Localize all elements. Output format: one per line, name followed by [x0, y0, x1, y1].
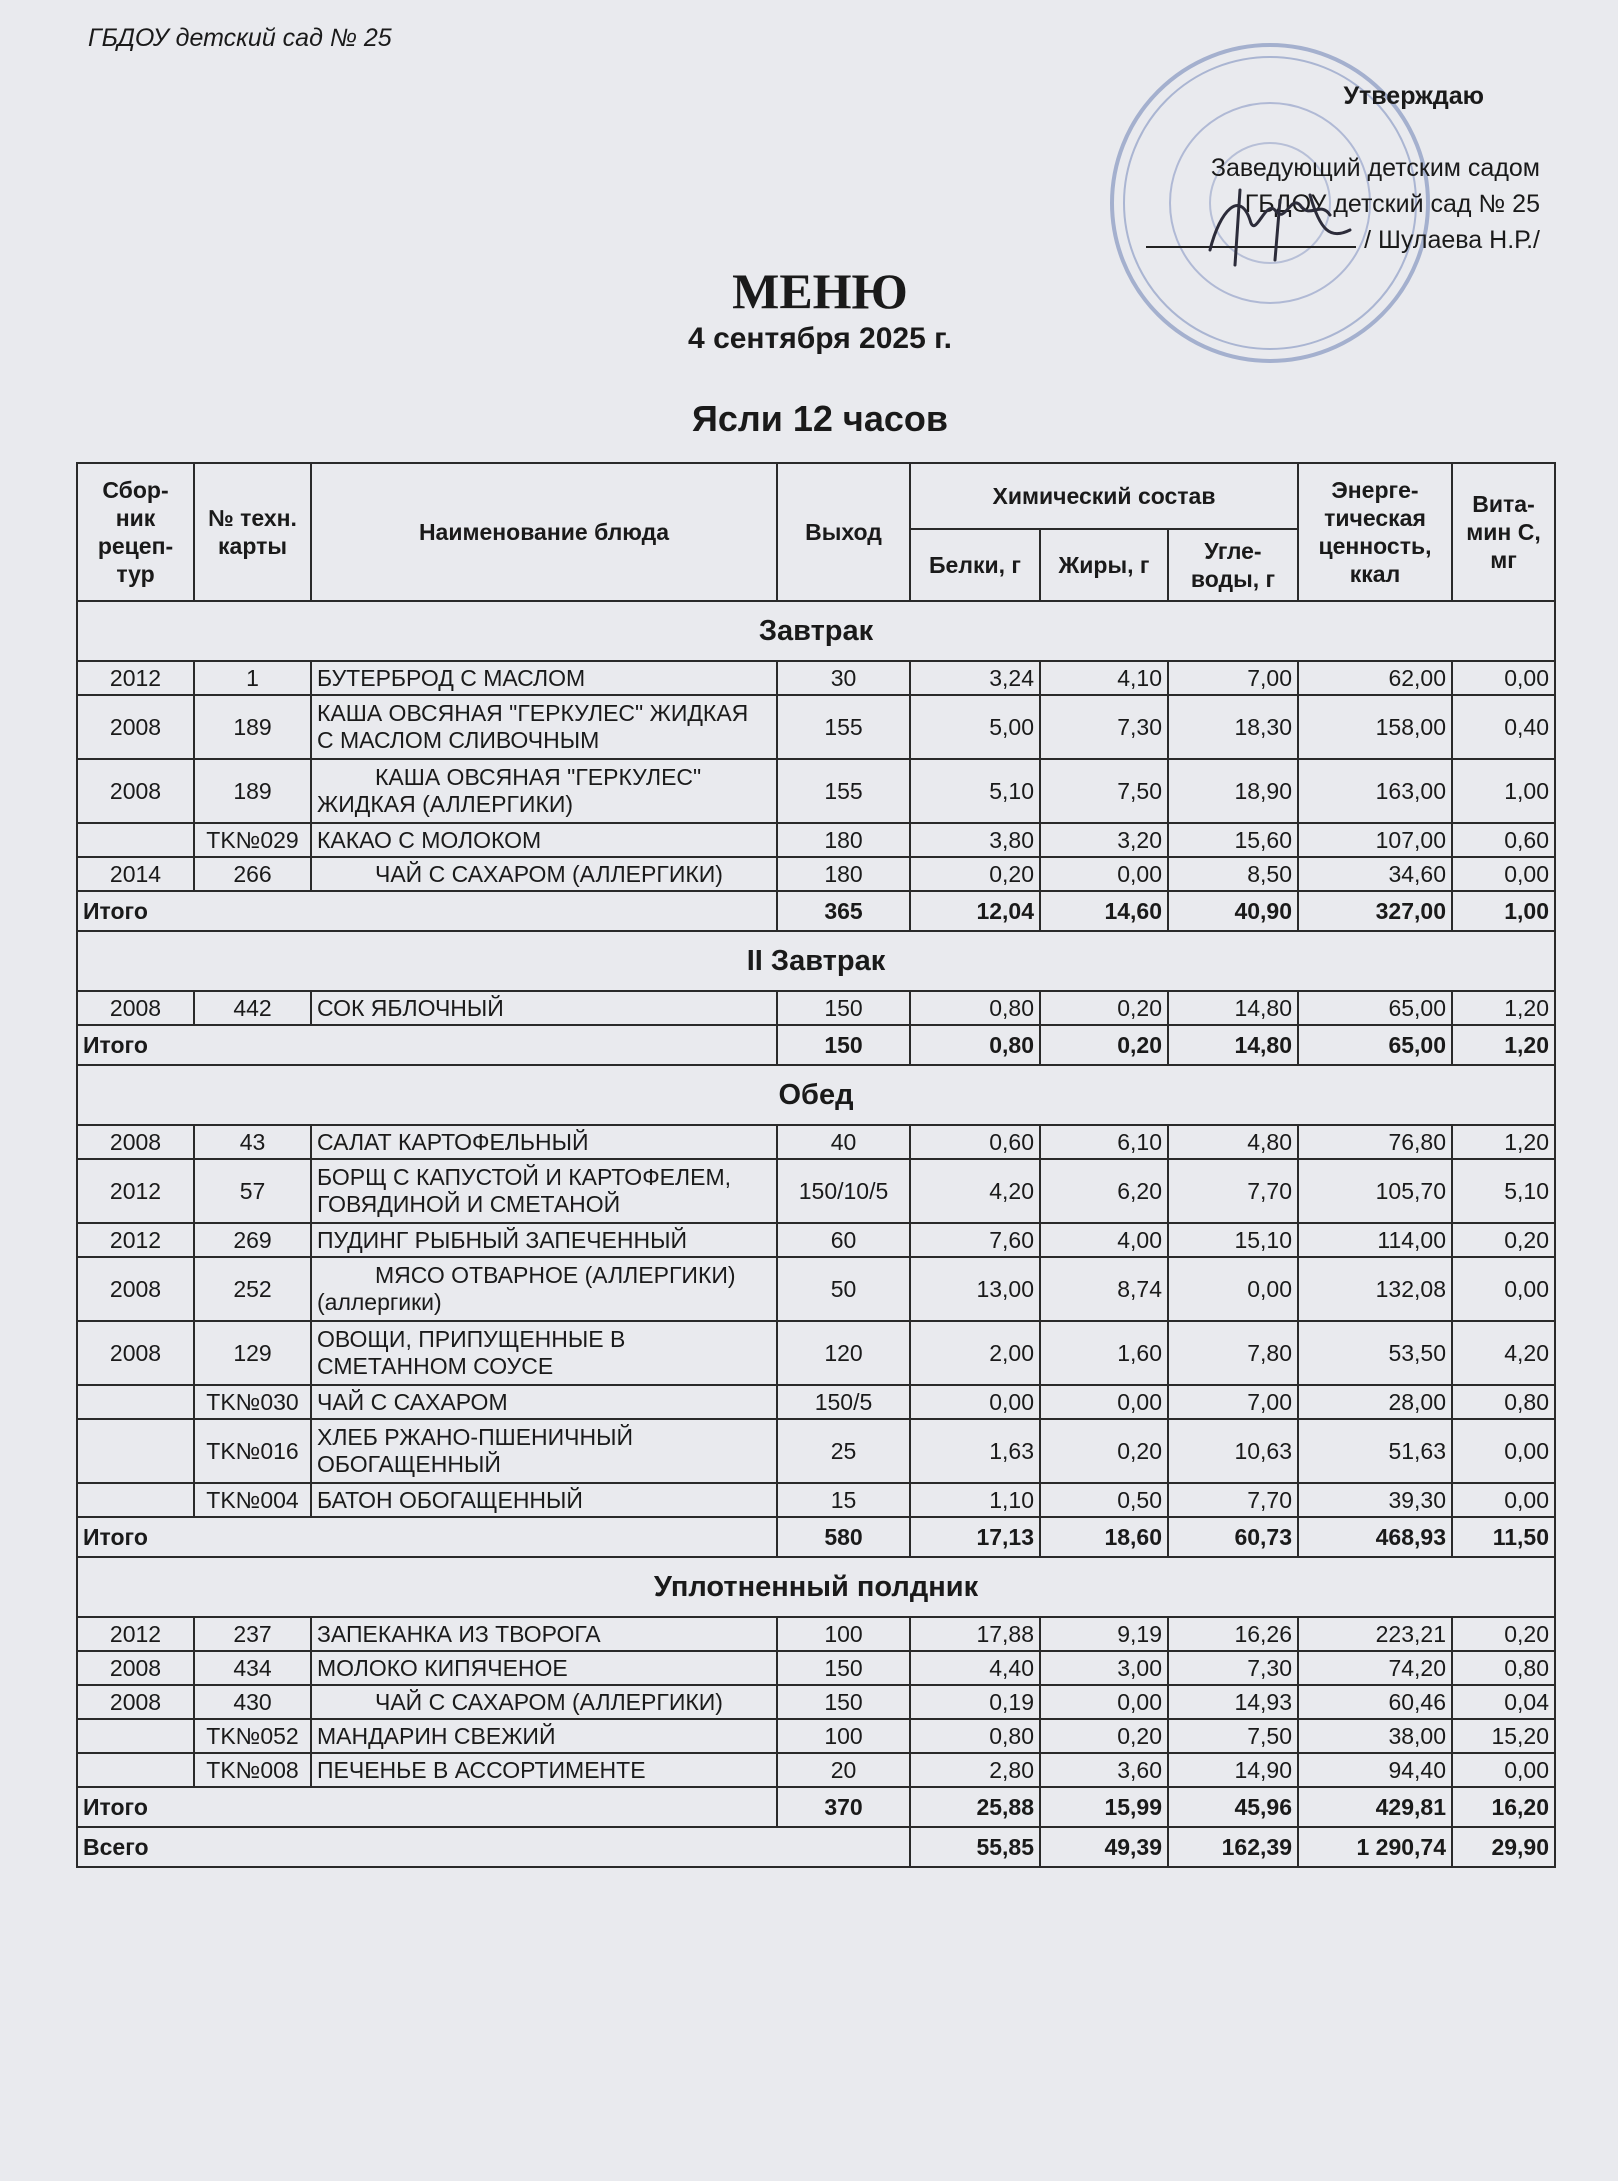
- total-fat: 15,99: [1040, 1787, 1168, 1827]
- cell-dish: ХЛЕБ РЖАНО-ПШЕНИЧНЫЙ ОБОГАЩЕННЫЙ: [311, 1419, 777, 1483]
- total-fat: 0,20: [1040, 1025, 1168, 1065]
- col-protein: Белки, г: [910, 529, 1040, 601]
- cell-output: 100: [777, 1719, 910, 1753]
- grand-total-carbs: 162,39: [1168, 1827, 1298, 1867]
- cell-tech-card: 430: [194, 1685, 311, 1719]
- cell-fat: 8,74: [1040, 1257, 1168, 1321]
- cell-vitc: 0,20: [1452, 1223, 1555, 1257]
- cell-tech-card: TK№052: [194, 1719, 311, 1753]
- cell-energy: 94,40: [1298, 1753, 1452, 1787]
- total-protein: 17,13: [910, 1517, 1040, 1557]
- cell-vitc: 0,00: [1452, 1257, 1555, 1321]
- table-row: [77, 857, 1555, 891]
- cell-fat: 4,10: [1040, 661, 1168, 695]
- cell-collection: [77, 1483, 194, 1517]
- cell-protein: 13,00: [910, 1257, 1040, 1321]
- cell-carbs: 18,90: [1168, 759, 1298, 823]
- cell-energy: 60,46: [1298, 1685, 1452, 1719]
- table-row: [77, 695, 1555, 759]
- cell-tech-card: 189: [194, 695, 311, 759]
- total-label: Итого: [77, 1517, 777, 1557]
- cell-collection: 2014: [77, 857, 194, 891]
- cell-protein: 3,24: [910, 661, 1040, 695]
- cell-carbs: 4,80: [1168, 1125, 1298, 1159]
- total-energy: 468,93: [1298, 1517, 1452, 1557]
- table-row: [77, 1719, 1555, 1753]
- group-title: Ясли 12 часов: [691, 398, 948, 439]
- cell-energy: 51,63: [1298, 1419, 1452, 1483]
- cell-vitc: 0,80: [1452, 1651, 1555, 1685]
- cell-vitc: 0,00: [1452, 1753, 1555, 1787]
- section-header: [77, 1065, 1555, 1125]
- cell-carbs: 8,50: [1168, 857, 1298, 891]
- grand-total-fat: 49,39: [1040, 1827, 1168, 1867]
- cell-dish: МЯСО ОТВАРНОЕ (АЛЛЕРГИКИ) (аллергики): [311, 1257, 777, 1321]
- grand-total-energy: 1 290,74: [1298, 1827, 1452, 1867]
- cell-carbs: 15,60: [1168, 823, 1298, 857]
- cell-output: 150/5: [777, 1385, 910, 1419]
- col-carbs: Угле-воды, г: [1168, 529, 1298, 601]
- table-row: [77, 1419, 1555, 1483]
- cell-fat: 3,60: [1040, 1753, 1168, 1787]
- cell-protein: 0,20: [910, 857, 1040, 891]
- total-output: 150: [777, 1025, 910, 1065]
- cell-vitc: 0,20: [1452, 1617, 1555, 1651]
- cell-fat: 0,00: [1040, 857, 1168, 891]
- cell-output: 25: [777, 1419, 910, 1483]
- table-row: [77, 1685, 1555, 1719]
- cell-protein: 1,10: [910, 1483, 1040, 1517]
- table-row: [77, 661, 1555, 695]
- cell-protein: 5,00: [910, 695, 1040, 759]
- cell-output: 155: [777, 759, 910, 823]
- cell-collection: 2008: [77, 1257, 194, 1321]
- cell-carbs: 0,00: [1168, 1257, 1298, 1321]
- total-vitc: 11,50: [1452, 1517, 1555, 1557]
- cell-energy: 132,08: [1298, 1257, 1452, 1321]
- document-date: 4 сентября 2025 г.: [688, 322, 952, 355]
- cell-fat: 0,20: [1040, 1719, 1168, 1753]
- cell-tech-card: TK№029: [194, 823, 311, 857]
- cell-dish: САЛАТ КАРТОФЕЛЬНЫЙ: [311, 1125, 777, 1159]
- cell-dish: ЧАЙ С САХАРОМ: [311, 1385, 777, 1419]
- table-row: [77, 1125, 1555, 1159]
- cell-carbs: 7,70: [1168, 1483, 1298, 1517]
- cell-collection: 2008: [77, 1125, 194, 1159]
- cell-dish: ПЕЧЕНЬЕ В АССОРТИМЕНТЕ: [311, 1753, 777, 1787]
- cell-protein: 1,63: [910, 1419, 1040, 1483]
- cell-energy: 34,60: [1298, 857, 1452, 891]
- col-tech-card: № техн. карты: [194, 463, 311, 601]
- total-label: Итого: [77, 1025, 777, 1065]
- cell-tech-card: 43: [194, 1125, 311, 1159]
- table-row: [77, 1257, 1555, 1321]
- cell-dish: ЧАЙ С САХАРОМ (АЛЛЕРГИКИ): [311, 1685, 777, 1719]
- cell-output: 150/10/5: [777, 1159, 910, 1223]
- cell-collection: 2008: [77, 695, 194, 759]
- organization-name: ГБДОУ детский сад № 25: [88, 24, 392, 52]
- cell-energy: 39,30: [1298, 1483, 1452, 1517]
- cell-tech-card: 434: [194, 1651, 311, 1685]
- approval-institution: ГБДОУ детский сад № 25: [1244, 190, 1540, 218]
- table-row: [77, 1385, 1555, 1419]
- cell-protein: 0,80: [910, 1719, 1040, 1753]
- cell-collection: [77, 1419, 194, 1483]
- cell-carbs: 7,80: [1168, 1321, 1298, 1385]
- cell-energy: 105,70: [1298, 1159, 1452, 1223]
- cell-dish: БАТОН ОБОГАЩЕННЫЙ: [311, 1483, 777, 1517]
- cell-carbs: 14,93: [1168, 1685, 1298, 1719]
- cell-tech-card: TK№004: [194, 1483, 311, 1517]
- cell-fat: 6,10: [1040, 1125, 1168, 1159]
- cell-vitc: 0,00: [1452, 661, 1555, 695]
- cell-collection: 2008: [77, 1651, 194, 1685]
- section-header: [77, 601, 1555, 661]
- cell-output: 180: [777, 857, 910, 891]
- total-carbs: 45,96: [1168, 1787, 1298, 1827]
- cell-carbs: 14,80: [1168, 991, 1298, 1025]
- cell-energy: 65,00: [1298, 991, 1452, 1025]
- cell-vitc: 0,40: [1452, 695, 1555, 759]
- menu-body: [77, 601, 1555, 1867]
- cell-carbs: 14,90: [1168, 1753, 1298, 1787]
- cell-protein: 2,00: [910, 1321, 1040, 1385]
- cell-tech-card: 237: [194, 1617, 311, 1651]
- grand-total-row: [77, 1827, 1555, 1867]
- table-row: [77, 1483, 1555, 1517]
- cell-energy: 107,00: [1298, 823, 1452, 857]
- cell-collection: 2008: [77, 759, 194, 823]
- cell-dish: МАНДАРИН СВЕЖИЙ: [311, 1719, 777, 1753]
- cell-output: 50: [777, 1257, 910, 1321]
- col-vitc: Вита-мин С, мг: [1452, 463, 1555, 601]
- section-title: II Завтрак: [77, 931, 1555, 991]
- cell-fat: 1,60: [1040, 1321, 1168, 1385]
- total-output: 365: [777, 891, 910, 931]
- cell-energy: 163,00: [1298, 759, 1452, 823]
- col-collection: Сбор-ник рецеп-тур: [77, 463, 194, 601]
- cell-fat: 6,20: [1040, 1159, 1168, 1223]
- col-fat: Жиры, г: [1040, 529, 1168, 601]
- cell-fat: 0,20: [1040, 991, 1168, 1025]
- total-fat: 14,60: [1040, 891, 1168, 931]
- cell-protein: 0,80: [910, 991, 1040, 1025]
- cell-carbs: 7,70: [1168, 1159, 1298, 1223]
- table-row: [77, 1753, 1555, 1787]
- cell-vitc: 5,10: [1452, 1159, 1555, 1223]
- approval-name: / Шулаева Н.Р./: [1364, 226, 1540, 254]
- grand-total-vitc: 29,90: [1452, 1827, 1555, 1867]
- table-row: [77, 1617, 1555, 1651]
- table-row: [77, 823, 1555, 857]
- total-output: 580: [777, 1517, 910, 1557]
- cell-tech-card: 189: [194, 759, 311, 823]
- cell-energy: 223,21: [1298, 1617, 1452, 1651]
- cell-fat: 3,20: [1040, 823, 1168, 857]
- cell-carbs: 7,00: [1168, 1385, 1298, 1419]
- total-protein: 0,80: [910, 1025, 1040, 1065]
- section-header: [77, 1557, 1555, 1617]
- col-chem: Химический состав: [910, 463, 1298, 529]
- total-energy: 429,81: [1298, 1787, 1452, 1827]
- cell-vitc: 1,20: [1452, 1125, 1555, 1159]
- cell-vitc: 1,00: [1452, 759, 1555, 823]
- cell-carbs: 15,10: [1168, 1223, 1298, 1257]
- cell-protein: 17,88: [910, 1617, 1040, 1651]
- col-energy: Энерге-тическая ценность, ккал: [1298, 463, 1452, 601]
- cell-vitc: 0,80: [1452, 1385, 1555, 1419]
- cell-protein: 0,19: [910, 1685, 1040, 1719]
- total-label: Итого: [77, 891, 777, 931]
- cell-output: 150: [777, 1685, 910, 1719]
- cell-collection: [77, 823, 194, 857]
- approval-title: Утверждаю: [1343, 82, 1484, 110]
- cell-protein: 4,40: [910, 1651, 1040, 1685]
- cell-output: 30: [777, 661, 910, 695]
- cell-vitc: 0,00: [1452, 1419, 1555, 1483]
- cell-dish: ПУДИНГ РЫБНЫЙ ЗАПЕЧЕННЫЙ: [311, 1223, 777, 1257]
- total-row: [77, 1025, 1555, 1065]
- cell-dish: КАША ОВСЯНАЯ "ГЕРКУЛЕС" ЖИДКАЯ (АЛЛЕРГИКИ): [311, 759, 777, 823]
- cell-tech-card: 442: [194, 991, 311, 1025]
- cell-energy: 76,80: [1298, 1125, 1452, 1159]
- total-vitc: 16,20: [1452, 1787, 1555, 1827]
- cell-tech-card: TK№030: [194, 1385, 311, 1419]
- cell-collection: [77, 1719, 194, 1753]
- cell-vitc: 0,00: [1452, 857, 1555, 891]
- grand-total-protein: 55,85: [910, 1827, 1040, 1867]
- cell-energy: 38,00: [1298, 1719, 1452, 1753]
- cell-protein: 5,10: [910, 759, 1040, 823]
- cell-carbs: 10,63: [1168, 1419, 1298, 1483]
- total-energy: 327,00: [1298, 891, 1452, 931]
- cell-output: 40: [777, 1125, 910, 1159]
- cell-collection: [77, 1385, 194, 1419]
- total-energy: 65,00: [1298, 1025, 1452, 1065]
- cell-protein: 3,80: [910, 823, 1040, 857]
- cell-dish: ОВОЩИ, ПРИПУЩЕННЫЕ В СМЕТАННОМ СОУСЕ: [311, 1321, 777, 1385]
- cell-fat: 7,50: [1040, 759, 1168, 823]
- cell-vitc: 0,60: [1452, 823, 1555, 857]
- cell-fat: 0,00: [1040, 1385, 1168, 1419]
- total-vitc: 1,00: [1452, 891, 1555, 931]
- cell-tech-card: 129: [194, 1321, 311, 1385]
- total-carbs: 60,73: [1168, 1517, 1298, 1557]
- table-row: [77, 1223, 1555, 1257]
- cell-dish: БОРЩ С КАПУСТОЙ И КАРТОФЕЛЕМ, ГОВЯДИНОЙ И СМЕТАНОЙ: [311, 1159, 777, 1223]
- cell-fat: 9,19: [1040, 1617, 1168, 1651]
- cell-fat: 0,50: [1040, 1483, 1168, 1517]
- cell-collection: 2012: [77, 1617, 194, 1651]
- cell-tech-card: 266: [194, 857, 311, 891]
- cell-fat: 4,00: [1040, 1223, 1168, 1257]
- table-row: [77, 1159, 1555, 1223]
- table-row: [77, 991, 1555, 1025]
- total-label: Итого: [77, 1787, 777, 1827]
- cell-collection: 2012: [77, 661, 194, 695]
- cell-vitc: 1,20: [1452, 991, 1555, 1025]
- cell-dish: КАКАО С МОЛОКОМ: [311, 823, 777, 857]
- cell-carbs: 7,50: [1168, 1719, 1298, 1753]
- col-output: Выход: [777, 463, 910, 601]
- cell-tech-card: 57: [194, 1159, 311, 1223]
- cell-output: 15: [777, 1483, 910, 1517]
- cell-collection: [77, 1753, 194, 1787]
- cell-protein: 7,60: [910, 1223, 1040, 1257]
- cell-vitc: 4,20: [1452, 1321, 1555, 1385]
- grand-total-label: Всего: [77, 1827, 910, 1867]
- cell-vitc: 0,00: [1452, 1483, 1555, 1517]
- cell-collection: 2008: [77, 1685, 194, 1719]
- cell-vitc: 15,20: [1452, 1719, 1555, 1753]
- cell-tech-card: 252: [194, 1257, 311, 1321]
- cell-fat: 3,00: [1040, 1651, 1168, 1685]
- cell-output: 150: [777, 1651, 910, 1685]
- cell-tech-card: 269: [194, 1223, 311, 1257]
- cell-output: 100: [777, 1617, 910, 1651]
- cell-tech-card: TK№008: [194, 1753, 311, 1787]
- cell-carbs: 18,30: [1168, 695, 1298, 759]
- total-vitc: 1,20: [1452, 1025, 1555, 1065]
- menu-table: [76, 462, 1556, 1868]
- cell-dish: МОЛОКО КИПЯЧЕНОЕ: [311, 1651, 777, 1685]
- cell-energy: 53,50: [1298, 1321, 1452, 1385]
- cell-protein: 2,80: [910, 1753, 1040, 1787]
- total-row: [77, 891, 1555, 931]
- total-carbs: 40,90: [1168, 891, 1298, 931]
- cell-energy: 158,00: [1298, 695, 1452, 759]
- total-row: [77, 1517, 1555, 1557]
- total-row: [77, 1787, 1555, 1827]
- cell-protein: 0,00: [910, 1385, 1040, 1419]
- total-output: 370: [777, 1787, 910, 1827]
- cell-fat: 7,30: [1040, 695, 1168, 759]
- cell-carbs: 16,26: [1168, 1617, 1298, 1651]
- cell-dish: КАША ОВСЯНАЯ "ГЕРКУЛЕС" ЖИДКАЯ С МАСЛОМ СЛИВОЧНЫМ: [311, 695, 777, 759]
- cell-output: 150: [777, 991, 910, 1025]
- section-title: Обед: [77, 1065, 1555, 1125]
- cell-collection: 2012: [77, 1159, 194, 1223]
- cell-protein: 4,20: [910, 1159, 1040, 1223]
- section-title: Завтрак: [77, 601, 1555, 661]
- cell-vitc: 0,04: [1452, 1685, 1555, 1719]
- cell-dish: СОК ЯБЛОЧНЫЙ: [311, 991, 777, 1025]
- cell-energy: 74,20: [1298, 1651, 1452, 1685]
- cell-energy: 28,00: [1298, 1385, 1452, 1419]
- cell-fat: 0,20: [1040, 1419, 1168, 1483]
- table-row: [77, 759, 1555, 823]
- total-fat: 18,60: [1040, 1517, 1168, 1557]
- cell-collection: 2012: [77, 1223, 194, 1257]
- table-row: [77, 1321, 1555, 1385]
- cell-tech-card: 1: [194, 661, 311, 695]
- cell-dish: ЗАПЕКАНКА ИЗ ТВОРОГА: [311, 1617, 777, 1651]
- cell-output: 20: [777, 1753, 910, 1787]
- approval-position: Заведующий детским садом: [1210, 154, 1540, 182]
- table-row: [77, 1651, 1555, 1685]
- cell-carbs: 7,00: [1168, 661, 1298, 695]
- cell-dish: БУТЕРБРОД С МАСЛОМ: [311, 661, 777, 695]
- cell-output: 180: [777, 823, 910, 857]
- cell-carbs: 7,30: [1168, 1651, 1298, 1685]
- cell-energy: 62,00: [1298, 661, 1452, 695]
- cell-tech-card: TK№016: [194, 1419, 311, 1483]
- document-title: МЕНЮ: [732, 263, 908, 319]
- cell-protein: 0,60: [910, 1125, 1040, 1159]
- section-header: [77, 931, 1555, 991]
- col-dish: Наименование блюда: [311, 463, 777, 601]
- cell-collection: 2008: [77, 991, 194, 1025]
- total-protein: 25,88: [910, 1787, 1040, 1827]
- total-protein: 12,04: [910, 891, 1040, 931]
- cell-output: 155: [777, 695, 910, 759]
- cell-fat: 0,00: [1040, 1685, 1168, 1719]
- section-title: Уплотненный полдник: [77, 1557, 1555, 1617]
- cell-output: 120: [777, 1321, 910, 1385]
- cell-energy: 114,00: [1298, 1223, 1452, 1257]
- total-carbs: 14,80: [1168, 1025, 1298, 1065]
- cell-collection: 2008: [77, 1321, 194, 1385]
- cell-output: 60: [777, 1223, 910, 1257]
- cell-dish: ЧАЙ С САХАРОМ (АЛЛЕРГИКИ): [311, 857, 777, 891]
